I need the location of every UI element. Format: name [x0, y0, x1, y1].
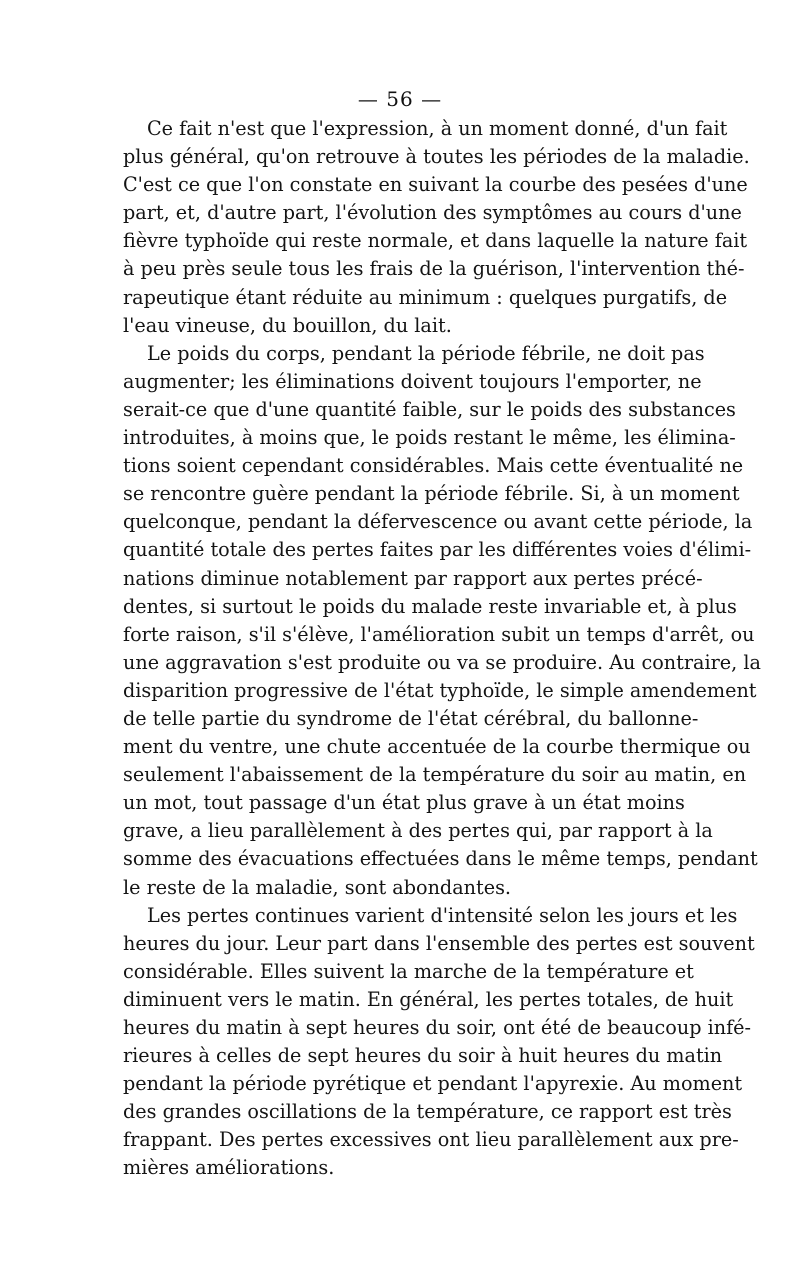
- text-line: heures du jour. Leur part dans l'ensemble des pertes est souvent: [123, 931, 755, 955]
- text-line: Le poids du corps, pendant la période fébrile, ne doit pas: [147, 341, 705, 365]
- text-line: des grandes oscillations de la température, ce rapport est très: [123, 1100, 732, 1124]
- text-line: se rencontre guère pendant la période fébrile. Si, à un moment: [123, 482, 740, 506]
- text-line: mières améliorations.: [123, 1156, 335, 1180]
- paragraph: [123, 115, 750, 340]
- text-line: de telle partie du syndrome de l'état cérébral, du ballonne-: [123, 706, 699, 730]
- text-line: dentes, si surtout le poids du malade reste invariable et, à plus: [123, 594, 737, 618]
- text-line: augmenter; les éliminations doivent toujours l'emporter, ne: [123, 369, 702, 393]
- text-line: grave, a lieu parallèlement à des pertes qui, par rapport à la: [123, 819, 713, 843]
- page-number: — 56 —: [357, 87, 443, 111]
- text-line: plus général, qu'on retrouve à toutes les périodes de la maladie.: [123, 145, 750, 169]
- text-line: frappant. Des pertes excessives ont lieu parallèlement aux pre-: [123, 1128, 739, 1152]
- text-line: somme des évacuations effectuées dans le même temps, pendant: [123, 847, 758, 871]
- text-column: [123, 115, 761, 1183]
- paragraph: [123, 340, 761, 902]
- text-line: Les pertes continues varient d'intensité selon les jours et les: [147, 903, 738, 927]
- text-line: une aggravation s'est produite ou va se produire. Au contraire, la: [123, 650, 761, 674]
- text-line: part, et, d'autre part, l'évolution des symptômes au cours d'une: [123, 201, 742, 225]
- text-line: forte raison, s'il s'élève, l'amélioration subit un temps d'arrêt, ou: [123, 622, 755, 646]
- text-line: quantité totale des pertes faites par les différentes voies d'élimi-: [123, 538, 752, 562]
- text-line: pendant la période pyrétique et pendant l'apyrexie. Au moment: [123, 1072, 743, 1096]
- text-line: serait-ce que d'une quantité faible, sur le poids des substances: [123, 397, 736, 421]
- text-line: considérable. Elles suivent la marche de la température et: [123, 959, 694, 983]
- text-line: rapeutique étant réduite au minimum : quelques purgatifs, de: [123, 285, 728, 309]
- text-line: fièvre typhoïde qui reste normale, et dans laquelle la nature fait: [123, 229, 748, 253]
- text-line: Ce fait n'est que l'expression, à un moment donné, d'un fait: [147, 117, 728, 140]
- text-line: le reste de la maladie, sont abondantes.: [123, 875, 512, 899]
- text-line: un mot, tout passage d'un état plus grave à un état moins: [123, 791, 685, 815]
- text-line: l'eau vineuse, du bouillon, du lait.: [123, 313, 452, 337]
- text-line: rieures à celles de sept heures du soir à huit heures du matin: [123, 1044, 723, 1068]
- text-line: seulement l'abaissement de la température du soir au matin, en: [123, 763, 747, 787]
- text-line: nations diminue notablement par rapport aux pertes précé-: [123, 566, 703, 590]
- text-line: C'est ce que l'on constate en suivant la courbe des pesées d'une: [123, 173, 748, 197]
- text-line: à peu près seule tous les frais de la guérison, l'intervention thé-: [123, 257, 745, 281]
- text-line: disparition progressive de l'état typhoïde, le simple amendement: [123, 678, 757, 702]
- text-line: ment du ventre, une chute accentuée de la courbe thermique ou: [123, 735, 751, 759]
- text-line: quelconque, pendant la défervescence ou avant cette période, la: [123, 510, 753, 534]
- text-line: heures du matin à sept heures du soir, ont été de beaucoup infé-: [123, 1016, 752, 1039]
- text-line: tions soient cependant considérables. Mais cette éventualité ne: [123, 454, 744, 478]
- text-line: diminuent vers le matin. En général, les pertes totales, de huit: [123, 987, 734, 1011]
- text-line: introduites, à moins que, le poids restant le même, les élimina-: [123, 426, 736, 450]
- paragraph: [123, 902, 755, 1183]
